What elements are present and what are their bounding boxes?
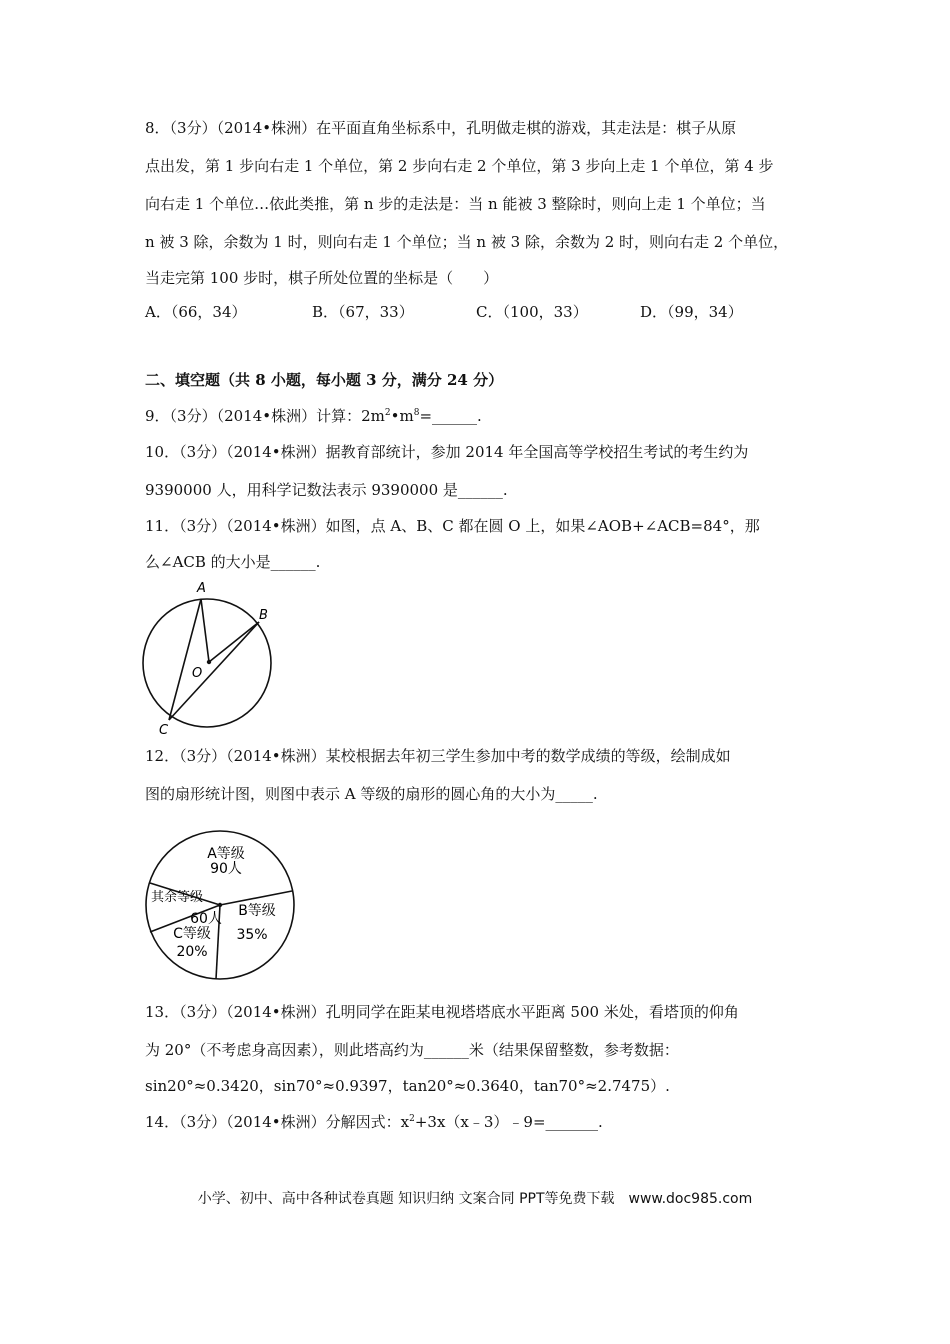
page-footer: 小学、初中、高中各种试卷真题 知识归纳 文案合同 PPT等免费下载 www.doc985.com — [197, 1191, 753, 1207]
q9-suffix: =______. — [419, 407, 482, 425]
pie-label-other-name: 其余等级 — [150, 890, 204, 905]
q8-line-2: 点出发，第 1 步向右走 1 个单位，第 2 步向右走 2 个单位，第 3 步向上走 1 个单位，第 4 步 — [145, 157, 774, 175]
q8-option-a: A．（66，34） — [145, 303, 247, 321]
label-o: O — [192, 666, 203, 681]
q9-exp-1: 2 — [384, 408, 391, 418]
q10-line-2: 9390000 人，用科学记数法表示 9390000 是______. — [145, 481, 508, 499]
q14-exp: 2 — [409, 1114, 415, 1124]
q8-line-3: 向右走 1 个单位…依此类推，第 n 步的走法是：当 n 能被 3 整除时，则向上走 1 个单位；当 — [145, 195, 766, 213]
pie-label-c-value: 20% — [176, 944, 208, 960]
q11-circle-figure — [135, 578, 285, 738]
q13-line-3: sin20°≈0.3420，sin70°≈0.9397，tan20°≈0.3640，tan70°≈2.7475）. — [145, 1077, 670, 1095]
q8-option-c: C．（100，33） — [476, 303, 588, 321]
q8-line-1: 8．（3分）（2014•株洲）在平面直角坐标系中，孔明做走棋的游戏，其走法是：棋子从原 — [145, 119, 737, 137]
q9-mid: •m — [390, 407, 414, 425]
pie-label-c-name: C等级 — [173, 926, 211, 942]
q13-line-2: 为 20°（不考虑身高因素），则此塔高约为______米（结果保留整数，参考数据： — [145, 1041, 679, 1059]
label-c: C — [159, 723, 169, 738]
q8-option-b: B．（67，33） — [312, 303, 414, 321]
segment-ob — [209, 622, 259, 662]
q8-line-5: 当走完第 100 步时，棋子所处位置的坐标是（ ） — [145, 269, 499, 287]
q11-line-2: 么∠ACB 的大小是______. — [145, 553, 321, 571]
q14-suffix: +3x（x﹣3）﹣9=_______. — [414, 1113, 603, 1131]
pie-label-b-name: B等级 — [238, 903, 276, 919]
section-2-title: 二、填空题（共 8 小题，每小题 3 分，满分 24 分） — [145, 371, 504, 389]
label-b: B — [259, 608, 268, 623]
pie-label-other-value: 60人 — [190, 911, 222, 927]
pie-label-b-value: 35% — [236, 927, 268, 943]
label-a: A — [197, 581, 206, 596]
q9-exp-2: 8 — [413, 408, 420, 418]
q9-prefix: 9．（3分）（2014•株洲）计算：2m — [145, 407, 385, 425]
q8-option-d: D．（99，34） — [640, 303, 743, 321]
segment-ao — [201, 599, 209, 662]
q11-line-1: 11．（3分）（2014•株洲）如图，点 A、B、C 都在圆 O 上，如果∠AOB+∠ACB=84°，那 — [145, 517, 760, 535]
q9-line — [145, 406, 810, 426]
pie-center — [218, 903, 222, 907]
q12-line-2: 图的扇形统计图，则图中表示 A 等级的扇形的圆心角的大小为_____. — [145, 785, 598, 803]
q12-pie-chart — [140, 825, 305, 985]
q13-line-1: 13．（3分）（2014•株洲）孔明同学在距某电视塔塔底水平距离 500 米处，看塔顶的仰角 — [145, 1003, 739, 1021]
q12-line-1: 12．（3分）（2014•株洲）某校根据去年初三学生参加中考的数学成绩的等级，绘制成如 — [145, 747, 731, 765]
q8-line-4: n 被 3 除，余数为 1 时，则向右走 1 个单位；当 n 被 3 除，余数为 2 时，则向右走 2 个单位， — [145, 233, 789, 251]
q14-prefix: 14．（3分）（2014•株洲）分解因式：x — [145, 1113, 410, 1131]
pie-label-a-value: 90人 — [210, 861, 242, 877]
q14-line — [145, 1112, 810, 1132]
circle-o — [143, 599, 271, 727]
center-point — [207, 660, 211, 664]
q10-line-1: 10．（3分）（2014•株洲）据教育部统计，参加 2014 年全国高等学校招生考试的考生约为 — [145, 443, 749, 461]
pie-label-a-name: A等级 — [207, 846, 245, 862]
